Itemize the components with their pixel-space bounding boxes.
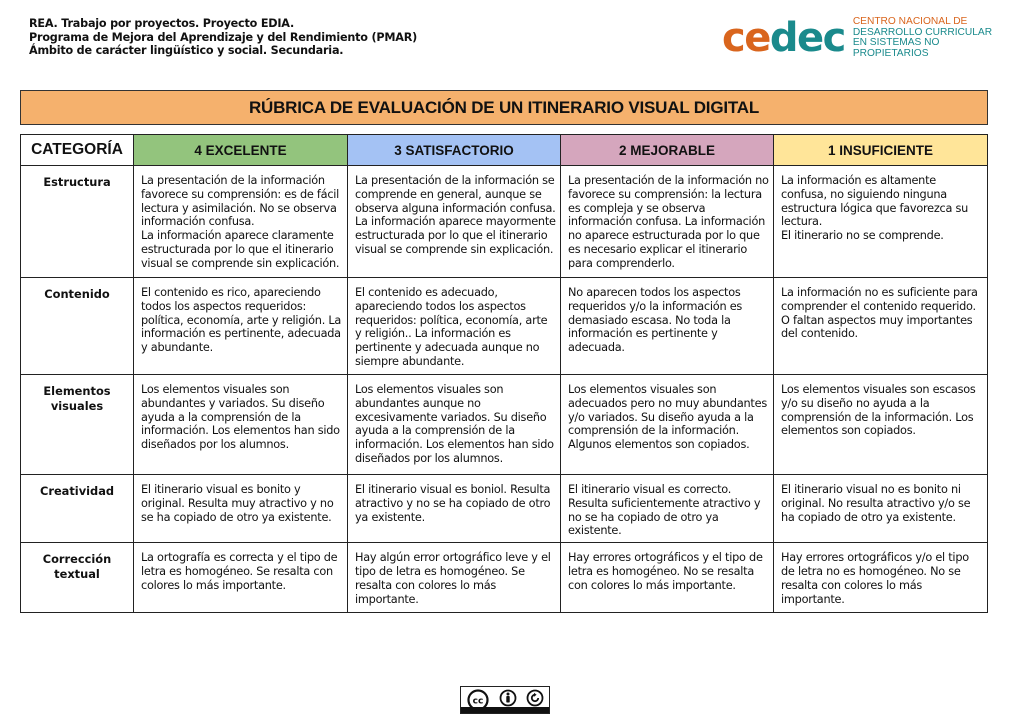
table-cell: El itinerario visual no es bonito ni original. No resulta atractivo y/o se ha copiado de otro ya existente.: [774, 475, 988, 543]
header-line: Programa de Mejora del Aprendizaje y del Rendimiento (PMAR): [29, 30, 418, 44]
table-cell: La ortografía es correcta y el tipo de letra es homogéneo. Se resalta con colores lo más importante.: [134, 543, 348, 613]
table-cell: Los elementos visuales son escasos y/o su diseño no ayuda a la comprensión de la información. Los elementos son copiados.: [774, 375, 988, 475]
creative-commons-badge[interactable]: [460, 686, 550, 714]
table-row: [21, 543, 988, 613]
column-header-satisfactorio: 3 SATISFACTORIO: [348, 135, 561, 166]
table-cell: La información no es suficiente para comprender el contenido requerido. O faltan aspectos muy importantes del contenido.: [774, 278, 988, 375]
by-icon: [499, 689, 517, 707]
logo-word-part2: dec: [769, 15, 845, 61]
table-cell: La información es altamente confusa, no siguiendo ninguna estructura lógica que favorezca su lectura. El itinerario no se comprende.: [774, 166, 988, 278]
table-row: [21, 278, 988, 375]
row-category: Elementos visuales: [21, 375, 134, 475]
table-cell: Hay errores ortográficos y/o el tipo de letra no es homogéneo. No se resalta con colores lo más importante.: [774, 543, 988, 613]
document-header: [29, 17, 417, 58]
svg-text:cc: cc: [472, 696, 483, 707]
rubric-table: [20, 134, 988, 613]
table-cell: La presentación de la información se comprende en general, aunque se observa alguna información confusa. La información aparece mayormente estructurada por lo que el itinerario visual se comprende sin explicación.: [348, 166, 561, 278]
table-cell: Los elementos visuales son abundantes y variados. Su diseño ayuda a la comprensión de la información. Los elementos han sido diseñados por los alumnos.: [134, 375, 348, 475]
table-header-row: [21, 135, 988, 166]
logo-wordmark: [722, 15, 845, 61]
header-line: Ámbito de carácter lingüístico y social. Secundaria.: [29, 44, 344, 57]
column-header-excelente: 4 EXCELENTE: [134, 135, 348, 166]
column-header-mejorable: 2 MEJORABLE: [561, 135, 774, 166]
logo-subtitle-line: EN SISTEMAS NO PROPIETARIOS: [852, 37, 940, 59]
logo-subtitle-line: CENTRO NACIONAL DE: [852, 16, 968, 27]
row-category: Corrección textual: [21, 543, 134, 613]
table-cell: El contenido es rico, apareciendo todos los aspectos requeridos: política, economía, arte y religión. La información es pertinente, adecuada y abundante.: [134, 278, 348, 375]
license-strip: [461, 707, 549, 713]
table-cell: Los elementos visuales son adecuados pero no muy abundantes y/o variados. Su diseño ayuda a la comprensión de la información. Algunos elementos son copiados.: [561, 375, 774, 475]
table-cell: No aparecen todos los aspectos requeridos y/o la información es demasiado escasa. No toda la información es pertinente y adecuada.: [561, 278, 774, 375]
sa-icon: [526, 689, 544, 707]
table-row: [21, 475, 988, 543]
table-cell: Hay algún error ortográfico leve y el tipo de letra es homogéneo. Se resalta con colores lo más importante.: [348, 543, 561, 613]
table-cell: Hay errores ortográficos y el tipo de letra es homogéneo. No se resalta con colores lo más importante.: [561, 543, 774, 613]
logo-subtitle-line: DESARROLLO CURRICULAR: [852, 26, 993, 38]
table-row: [21, 375, 988, 475]
table-cell: La presentación de la información no favorece su comprensión: la lectura es compleja y se observa información confusa. La información no aparece estructurada por lo que es necesario explicar el itinerario para comprenderlo.: [561, 166, 774, 278]
table-row: [21, 166, 988, 278]
column-header-insuficiente: 1 INSUFICIENTE: [774, 135, 988, 166]
table-cell: El contenido es adecuado, apareciendo todos los aspectos requeridos: política, economía, arte y religión.. La información es pertinente y adecuada aunque no siempre abundante.: [348, 278, 561, 375]
cedec-logo: [722, 16, 1010, 60]
table-cell: El itinerario visual es correcto. Resulta suficientemente atractivo y no se ha copiado de otro ya existente.: [561, 475, 774, 543]
logo-subtitle: [853, 17, 1010, 59]
column-header-category: CATEGORÍA: [21, 135, 134, 166]
row-category: Creatividad: [21, 475, 134, 543]
row-category: Estructura: [21, 166, 134, 278]
rubric-title: RÚBRICA DE EVALUACIÓN DE UN ITINERARIO VISUAL DIGITAL: [20, 90, 988, 125]
table-cell: Los elementos visuales son abundantes aunque no excesivamente variados. Su diseño ayuda a la comprensión de la información. Los elementos han sido diseñados por los alumnos.: [348, 375, 561, 475]
row-category: Contenido: [21, 278, 134, 375]
table-cell: El itinerario visual es bonito y original. Resulta muy atractivo y no se ha copiado de otro ya existente.: [134, 475, 348, 543]
header-line: REA. Trabajo por proyectos. Proyecto EDIA.: [29, 17, 295, 30]
table-cell: La presentación de la información favorece su comprensión: es de fácil lectura y asimilación. No se observa información confusa. La información aparece claramente estructurada por lo que el itinerario visual se comprende sin explicación.: [134, 166, 348, 278]
logo-word-part1: ce: [722, 15, 770, 61]
table-cell: El itinerario visual es boniol. Resulta atractivo y no se ha copiado de otro ya existente.: [348, 475, 561, 543]
